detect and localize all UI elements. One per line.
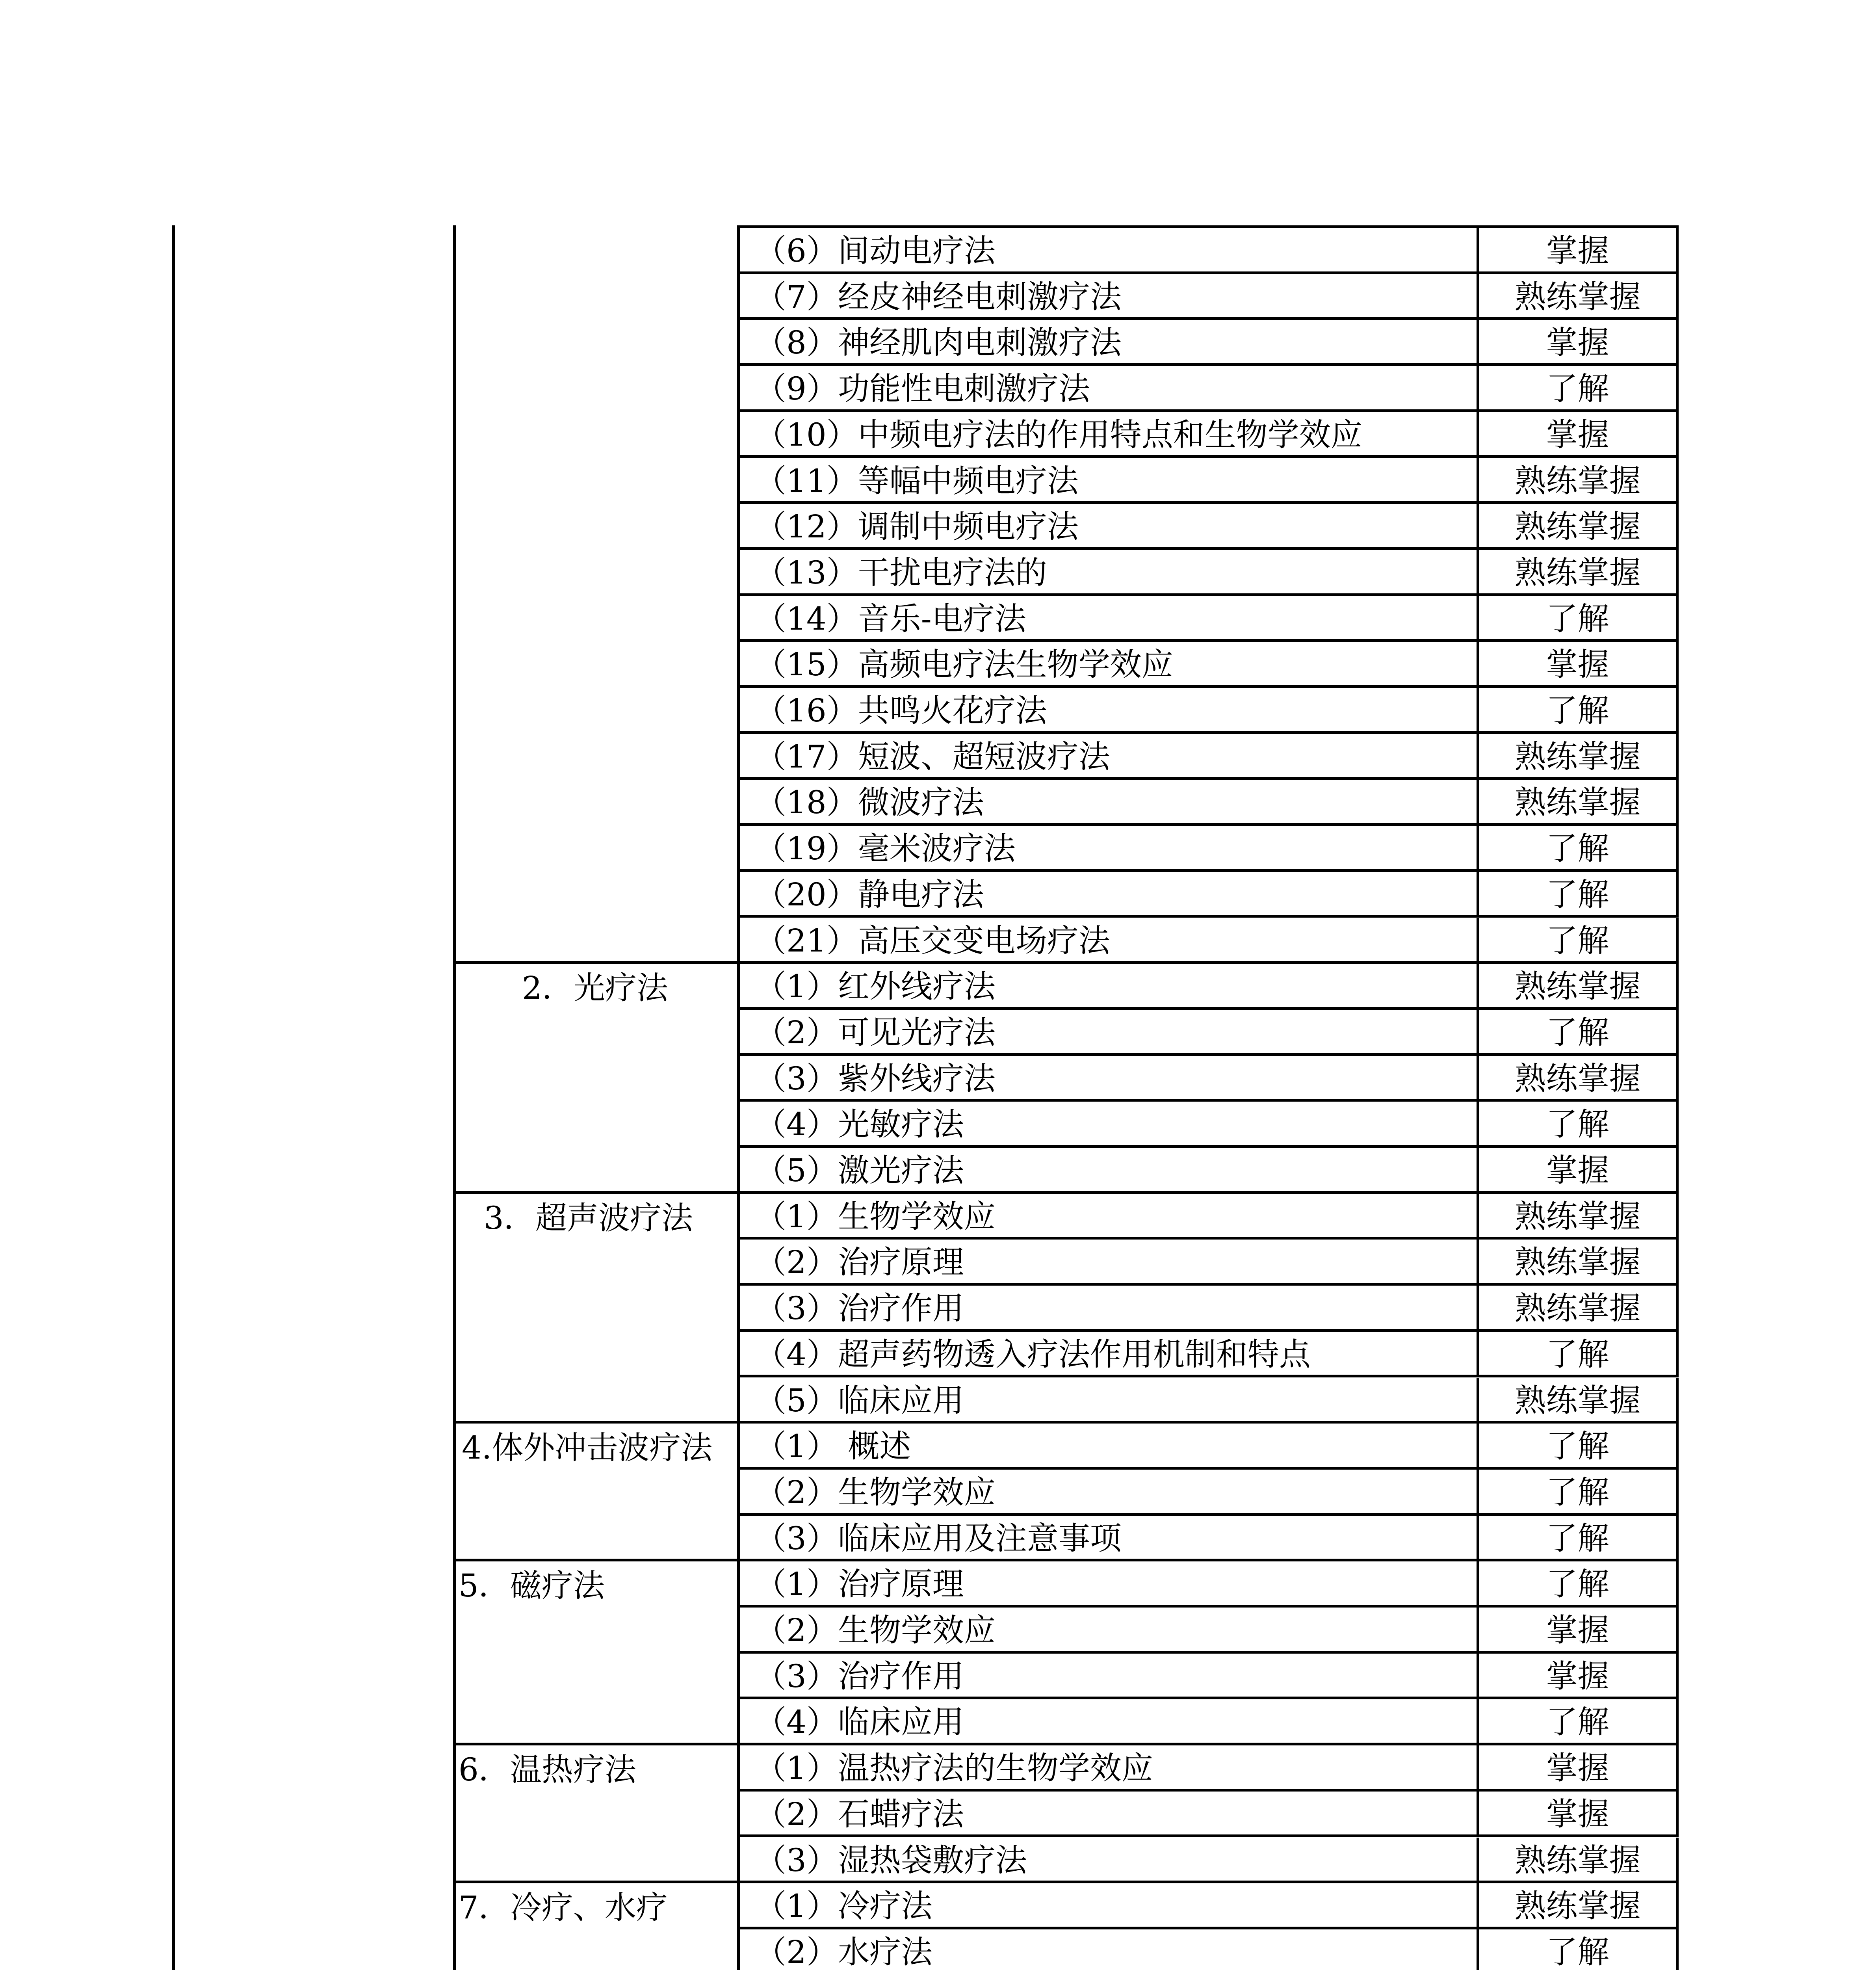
requirement-level: 熟练掌握	[1514, 1060, 1641, 1097]
requirement-cell	[1479, 1378, 1679, 1424]
topic-cell	[740, 964, 1479, 1010]
topic-cell	[740, 1148, 1479, 1194]
topic-text: （1）红外线疗法	[755, 968, 996, 1005]
requirement-level: 了解	[1546, 922, 1609, 959]
topic-text: （19）毫米波疗法	[755, 830, 1016, 867]
topic-text: （4）超声药物透入疗法作用机制和特点	[755, 1336, 1311, 1373]
topic-cell	[740, 1056, 1479, 1102]
topic-cell	[740, 412, 1479, 458]
topic-text: （6）间动电疗法	[755, 232, 996, 269]
topic-cell	[740, 688, 1479, 734]
topic-text: （3）紫外线疗法	[755, 1060, 996, 1097]
requirement-level: 了解	[1546, 692, 1609, 729]
section-title: 3．超声波疗法	[484, 1199, 693, 1236]
requirement-level: 了解	[1546, 1520, 1609, 1557]
requirement-level: 掌握	[1546, 324, 1609, 361]
requirement-cell	[1479, 1745, 1679, 1792]
topic-cell	[740, 1654, 1479, 1700]
requirement-level: 熟练掌握	[1514, 462, 1641, 499]
requirement-cell	[1479, 1699, 1679, 1745]
requirement-cell	[1479, 1516, 1679, 1562]
requirement-cell	[1479, 780, 1679, 826]
topic-cell	[740, 1286, 1479, 1332]
topic-cell	[740, 1240, 1479, 1286]
requirement-level: 熟练掌握	[1514, 554, 1641, 591]
requirement-level: 掌握	[1546, 232, 1609, 269]
topic-text: （21）高压交变电场疗法	[755, 922, 1110, 959]
requirement-level: 熟练掌握	[1514, 738, 1641, 775]
section-cell	[453, 1424, 740, 1561]
requirement-cell	[1479, 1838, 1679, 1884]
topic-cell	[740, 1561, 1479, 1608]
requirement-level: 了解	[1546, 1014, 1609, 1051]
topic-cell	[740, 596, 1479, 642]
requirement-cell	[1479, 1470, 1679, 1516]
requirement-level: 掌握	[1546, 1795, 1609, 1832]
topic-text: （3）临床应用及注意事项	[755, 1520, 1122, 1557]
requirement-cell	[1479, 1194, 1679, 1240]
requirement-cell	[1479, 918, 1679, 964]
requirement-cell	[1479, 642, 1679, 688]
requirement-cell	[1479, 596, 1679, 642]
requirement-level: 熟练掌握	[1514, 968, 1641, 1005]
topic-text: （13）干扰电疗法的	[755, 554, 1047, 591]
topic-text: （9）功能性电刺激疗法	[755, 370, 1090, 407]
topic-text: （14）音乐-电疗法	[755, 600, 1026, 637]
requirement-cell	[1479, 872, 1679, 918]
topic-cell	[740, 1010, 1479, 1056]
requirement-level: 了解	[1546, 1428, 1609, 1465]
topic-cell	[740, 1883, 1479, 1929]
requirement-level: 熟练掌握	[1514, 1290, 1641, 1327]
section-cell	[453, 1194, 740, 1424]
topic-text: （10）中频电疗法的作用特点和生物学效应	[755, 416, 1362, 453]
topic-text: （2）生物学效应	[755, 1474, 996, 1511]
topic-cell	[740, 826, 1479, 872]
topic-text: （1）治疗原理	[755, 1566, 964, 1603]
requirement-cell	[1479, 320, 1679, 366]
requirement-level: 了解	[1546, 600, 1609, 637]
topic-text: （4）光敏疗法	[755, 1106, 964, 1143]
topic-text: （11）等幅中频电疗法	[755, 462, 1079, 499]
topic-text: （1）温热疗法的生物学效应	[755, 1750, 1153, 1787]
topic-text: （8）神经肌肉电刺激疗法	[755, 324, 1122, 361]
topic-text: （3）治疗作用	[755, 1290, 964, 1327]
section-cell	[453, 1745, 740, 1883]
topic-cell	[740, 1194, 1479, 1240]
requirement-level: 熟练掌握	[1514, 1888, 1641, 1925]
requirement-cell	[1479, 688, 1679, 734]
section-cell	[453, 225, 740, 964]
syllabus-table	[453, 225, 1679, 1970]
requirement-level: 了解	[1546, 1106, 1609, 1143]
topic-cell	[740, 918, 1479, 964]
topic-cell	[740, 504, 1479, 550]
topic-text: （5）激光疗法	[755, 1152, 964, 1189]
requirement-cell	[1479, 1424, 1679, 1470]
requirement-cell	[1479, 274, 1679, 320]
requirement-level: 了解	[1546, 1704, 1609, 1741]
requirement-level: 了解	[1546, 1933, 1609, 1970]
topic-cell	[740, 1332, 1479, 1378]
requirement-level: 了解	[1546, 1566, 1609, 1603]
requirement-cell	[1479, 1792, 1679, 1838]
requirement-level: 掌握	[1546, 1612, 1609, 1648]
requirement-level: 了解	[1546, 876, 1609, 913]
requirement-level: 熟练掌握	[1514, 278, 1641, 315]
topic-cell	[740, 228, 1479, 274]
topic-cell	[740, 1470, 1479, 1516]
requirement-cell	[1479, 734, 1679, 780]
topic-cell	[740, 1745, 1479, 1792]
topic-text: （1）冷疗法	[755, 1888, 932, 1925]
topic-text: （1）生物学效应	[755, 1198, 996, 1235]
topic-cell	[740, 642, 1479, 688]
requirement-cell	[1479, 1240, 1679, 1286]
table-top-border	[740, 225, 1679, 228]
requirement-cell	[1479, 366, 1679, 412]
requirement-level: 掌握	[1546, 1152, 1609, 1189]
topic-cell	[740, 320, 1479, 366]
requirement-cell	[1479, 1148, 1679, 1194]
topic-cell	[740, 780, 1479, 826]
topic-text: （2）石蜡疗法	[755, 1795, 964, 1832]
requirement-level: 掌握	[1546, 416, 1609, 453]
requirement-cell	[1479, 1608, 1679, 1654]
requirement-level: 掌握	[1546, 1658, 1609, 1695]
requirement-cell	[1479, 458, 1679, 504]
topic-text: （5）临床应用	[755, 1382, 964, 1419]
topic-text: （2）水疗法	[755, 1933, 932, 1970]
topic-cell	[740, 1608, 1479, 1654]
topic-cell	[740, 872, 1479, 918]
requirement-cell	[1479, 1654, 1679, 1700]
topic-cell	[740, 1516, 1479, 1562]
requirement-level: 熟练掌握	[1514, 1842, 1641, 1879]
requirement-cell	[1479, 1286, 1679, 1332]
requirement-level: 熟练掌握	[1514, 1244, 1641, 1281]
section-title: 7．冷疗、水疗	[459, 1889, 668, 1926]
requirement-level: 熟练掌握	[1514, 784, 1641, 821]
topic-text: （15）高频电疗法生物学效应	[755, 646, 1173, 683]
topic-cell	[740, 1102, 1479, 1148]
requirement-cell	[1479, 412, 1679, 458]
requirement-cell	[1479, 1056, 1679, 1102]
requirement-cell	[1479, 1883, 1679, 1929]
topic-cell	[740, 550, 1479, 596]
topic-text: （3）湿热袋敷疗法	[755, 1842, 1027, 1879]
requirement-level: 熟练掌握	[1514, 1198, 1641, 1235]
topic-text: （12）调制中频电疗法	[755, 508, 1079, 545]
requirement-cell	[1479, 1010, 1679, 1056]
section-title: 6．温热疗法	[459, 1751, 636, 1788]
section-title: 5．磁疗法	[459, 1567, 605, 1604]
topic-text: （17）短波、超短波疗法	[755, 738, 1110, 775]
requirement-cell	[1479, 1561, 1679, 1608]
topic-cell	[740, 1838, 1479, 1884]
topic-cell	[740, 458, 1479, 504]
topic-text: （3）治疗作用	[755, 1658, 964, 1695]
requirement-cell	[1479, 1929, 1679, 1970]
requirement-cell	[1479, 826, 1679, 872]
topic-text: （20）静电疗法	[755, 876, 984, 913]
requirement-cell	[1479, 1332, 1679, 1378]
topic-text: （2）可见光疗法	[755, 1014, 996, 1051]
topic-text: （1） 概述	[755, 1428, 911, 1465]
requirement-level: 了解	[1546, 370, 1609, 407]
section-cell	[453, 1883, 740, 1970]
requirement-cell	[1479, 550, 1679, 596]
requirement-cell	[1479, 228, 1679, 274]
requirement-level: 了解	[1546, 830, 1609, 867]
topic-text: （7）经皮神经电刺激疗法	[755, 278, 1122, 315]
requirement-level: 掌握	[1546, 646, 1609, 683]
topic-cell	[740, 274, 1479, 320]
topic-cell	[740, 1424, 1479, 1470]
topic-cell	[740, 1929, 1479, 1970]
topic-text: （18）微波疗法	[755, 784, 984, 821]
topic-text: （16）共鸣火花疗法	[755, 692, 1047, 729]
requirement-cell	[1479, 1102, 1679, 1148]
requirement-level: 了解	[1546, 1336, 1609, 1373]
requirement-cell	[1479, 504, 1679, 550]
topic-cell	[740, 366, 1479, 412]
left-column-rule	[172, 225, 175, 1970]
section-cell	[453, 1561, 740, 1745]
topic-cell	[740, 734, 1479, 780]
section-title: 4.体外冲击波疗法	[462, 1429, 713, 1466]
section-title: 2．光疗法	[522, 970, 668, 1007]
topic-cell	[740, 1699, 1479, 1745]
topic-text: （4）临床应用	[755, 1704, 964, 1741]
requirement-level: 掌握	[1546, 1750, 1609, 1787]
topic-text: （2）生物学效应	[755, 1612, 996, 1648]
topic-cell	[740, 1792, 1479, 1838]
section-cell	[453, 964, 740, 1194]
topic-text: （2）治疗原理	[755, 1244, 964, 1281]
requirement-level: 熟练掌握	[1514, 508, 1641, 545]
topic-cell	[740, 1378, 1479, 1424]
requirement-level: 熟练掌握	[1514, 1382, 1641, 1419]
requirement-cell	[1479, 964, 1679, 1010]
requirement-level: 了解	[1546, 1474, 1609, 1511]
